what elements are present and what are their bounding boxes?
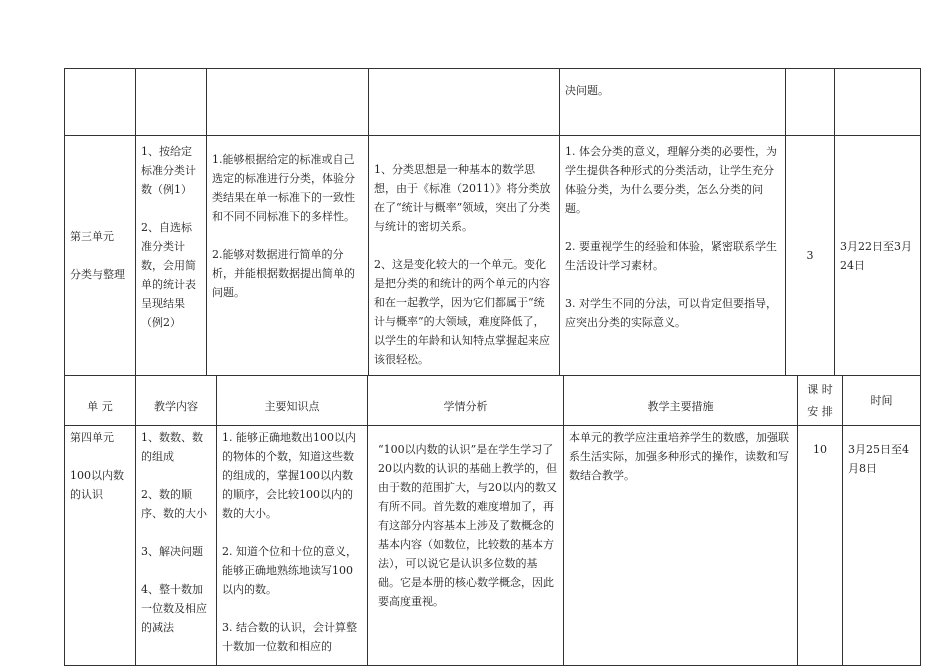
- unit-name: 第三单元 分类与整理: [70, 230, 125, 281]
- knowledge-text: 1.能够根据给定的标准或自己选定的标准进行分类，体验分类结果在单一标准下的一致性和不同不同标准下的多样性。 2.能够对数据进行简单的分析，并能根据数据提出简单的问题。: [212, 153, 355, 299]
- time-text: 3月22日至3月24日: [840, 239, 912, 272]
- hours-cell: [786, 69, 835, 136]
- schedule-table-unit4: [64, 375, 921, 666]
- schedule-table-unit3: [64, 68, 921, 376]
- knowledge-cell: [207, 136, 369, 376]
- table-row-unit3: [65, 136, 921, 376]
- measures-cell: [560, 136, 786, 376]
- content-text: 1、按给定标准分类计数（例1） 2、自选标准分类计数，会用简单的统计表呈现结果（例2）: [141, 145, 196, 329]
- measures-cell: [564, 426, 798, 666]
- hours-text: 3: [806, 249, 814, 262]
- knowledge-cell: [217, 426, 368, 666]
- hours-cell: [786, 136, 835, 376]
- table-row-unit4: [65, 426, 921, 666]
- content-cell: [136, 136, 207, 376]
- content-text: 1、数数、数的组成 2、数的顺序、数的大小 3、解决问题 4、整十数加一位数及相应的减法: [141, 431, 207, 634]
- time-text: 3月25日至4月8日: [848, 443, 909, 475]
- header-content: 教学内容: [136, 376, 217, 426]
- unit-name: 第四单元 100以内数的认识: [70, 431, 124, 501]
- analysis-cell: [369, 136, 560, 376]
- table-row-continued: [65, 69, 921, 136]
- header-knowledge: 主要知识点: [217, 376, 368, 426]
- analysis-text: “100以内数的认识”是在学生学习了20以内数的认识的基础上教学的，但由于数的范围扩大，与20以内的数又有所不同。首先数的难度增加了，再有这部分内容基本上涉及了数概念的基本内容（如数位，比较数的基本方法），可以说它是认识多位数的基础。它是本册的核心数学概念，因此要高度重视。: [378, 443, 557, 608]
- knowledge-cell: [207, 69, 369, 136]
- time-cell: [843, 426, 921, 666]
- analysis-text: 1、分类思想是一种基本的数学思想，由于《标准（2011）》将分类放在了“统计与概率”领域，突出了分类与统计的密切关系。 2、这是变化较大的一个单元。变化是把分类的和统计的两个单元的内容和在一起教学，因为它们都属于“统计与概率”的大领域，难度降低了，以学生的年龄和认知特点掌握起来应该很轻松。: [374, 163, 551, 366]
- header-analysis: 学情分析: [368, 376, 564, 426]
- time-cell: [835, 136, 921, 376]
- unit-cell: [65, 136, 136, 376]
- measures-text: 决问题。: [565, 84, 609, 97]
- header-measures: 教学主要措施: [564, 376, 798, 426]
- header-time: 时间: [843, 376, 921, 426]
- measures-text: 1. 体会分类的意义，理解分类的必要性，为学生提供各种形式的分类活动，让学生充分体验分类，为什么要分类，怎么分类的问题。 2. 要重视学生的经验和体验，紧密联系学生生活设计学习素材。 3. 对学生不同的分法，可以肯定但要指导，应突出分类的实际意义。: [565, 145, 777, 329]
- unit-cell: [65, 426, 136, 666]
- analysis-cell: [369, 69, 560, 136]
- hours-cell: [798, 426, 843, 666]
- header-unit: 单 元: [65, 376, 136, 426]
- content-cell: [136, 426, 217, 666]
- analysis-cell: [368, 426, 564, 666]
- measures-cell: [560, 69, 786, 136]
- content-cell: [136, 69, 207, 136]
- hours-text: 10: [813, 443, 827, 456]
- time-cell: [835, 69, 921, 136]
- measures-text: 本单元的教学应注重培养学生的数感，加强联系生活实际，加强多种形式的操作，读数和写数结合教学。: [569, 431, 789, 482]
- header-hours: 课 时 安 排: [798, 376, 843, 426]
- knowledge-text: 1. 能够正确地数出100以内的物体的个数，知道这些数的组成的，掌握100以内数的顺序，会比较100以内的数的大小。 2. 知道个位和十位的意义，能够正确地熟练地读写100以内的数。 3. 结合数的认识，会计算整十数加一位数和相应的: [222, 431, 357, 653]
- unit-cell: [65, 69, 136, 136]
- table-header-row: [65, 376, 921, 426]
